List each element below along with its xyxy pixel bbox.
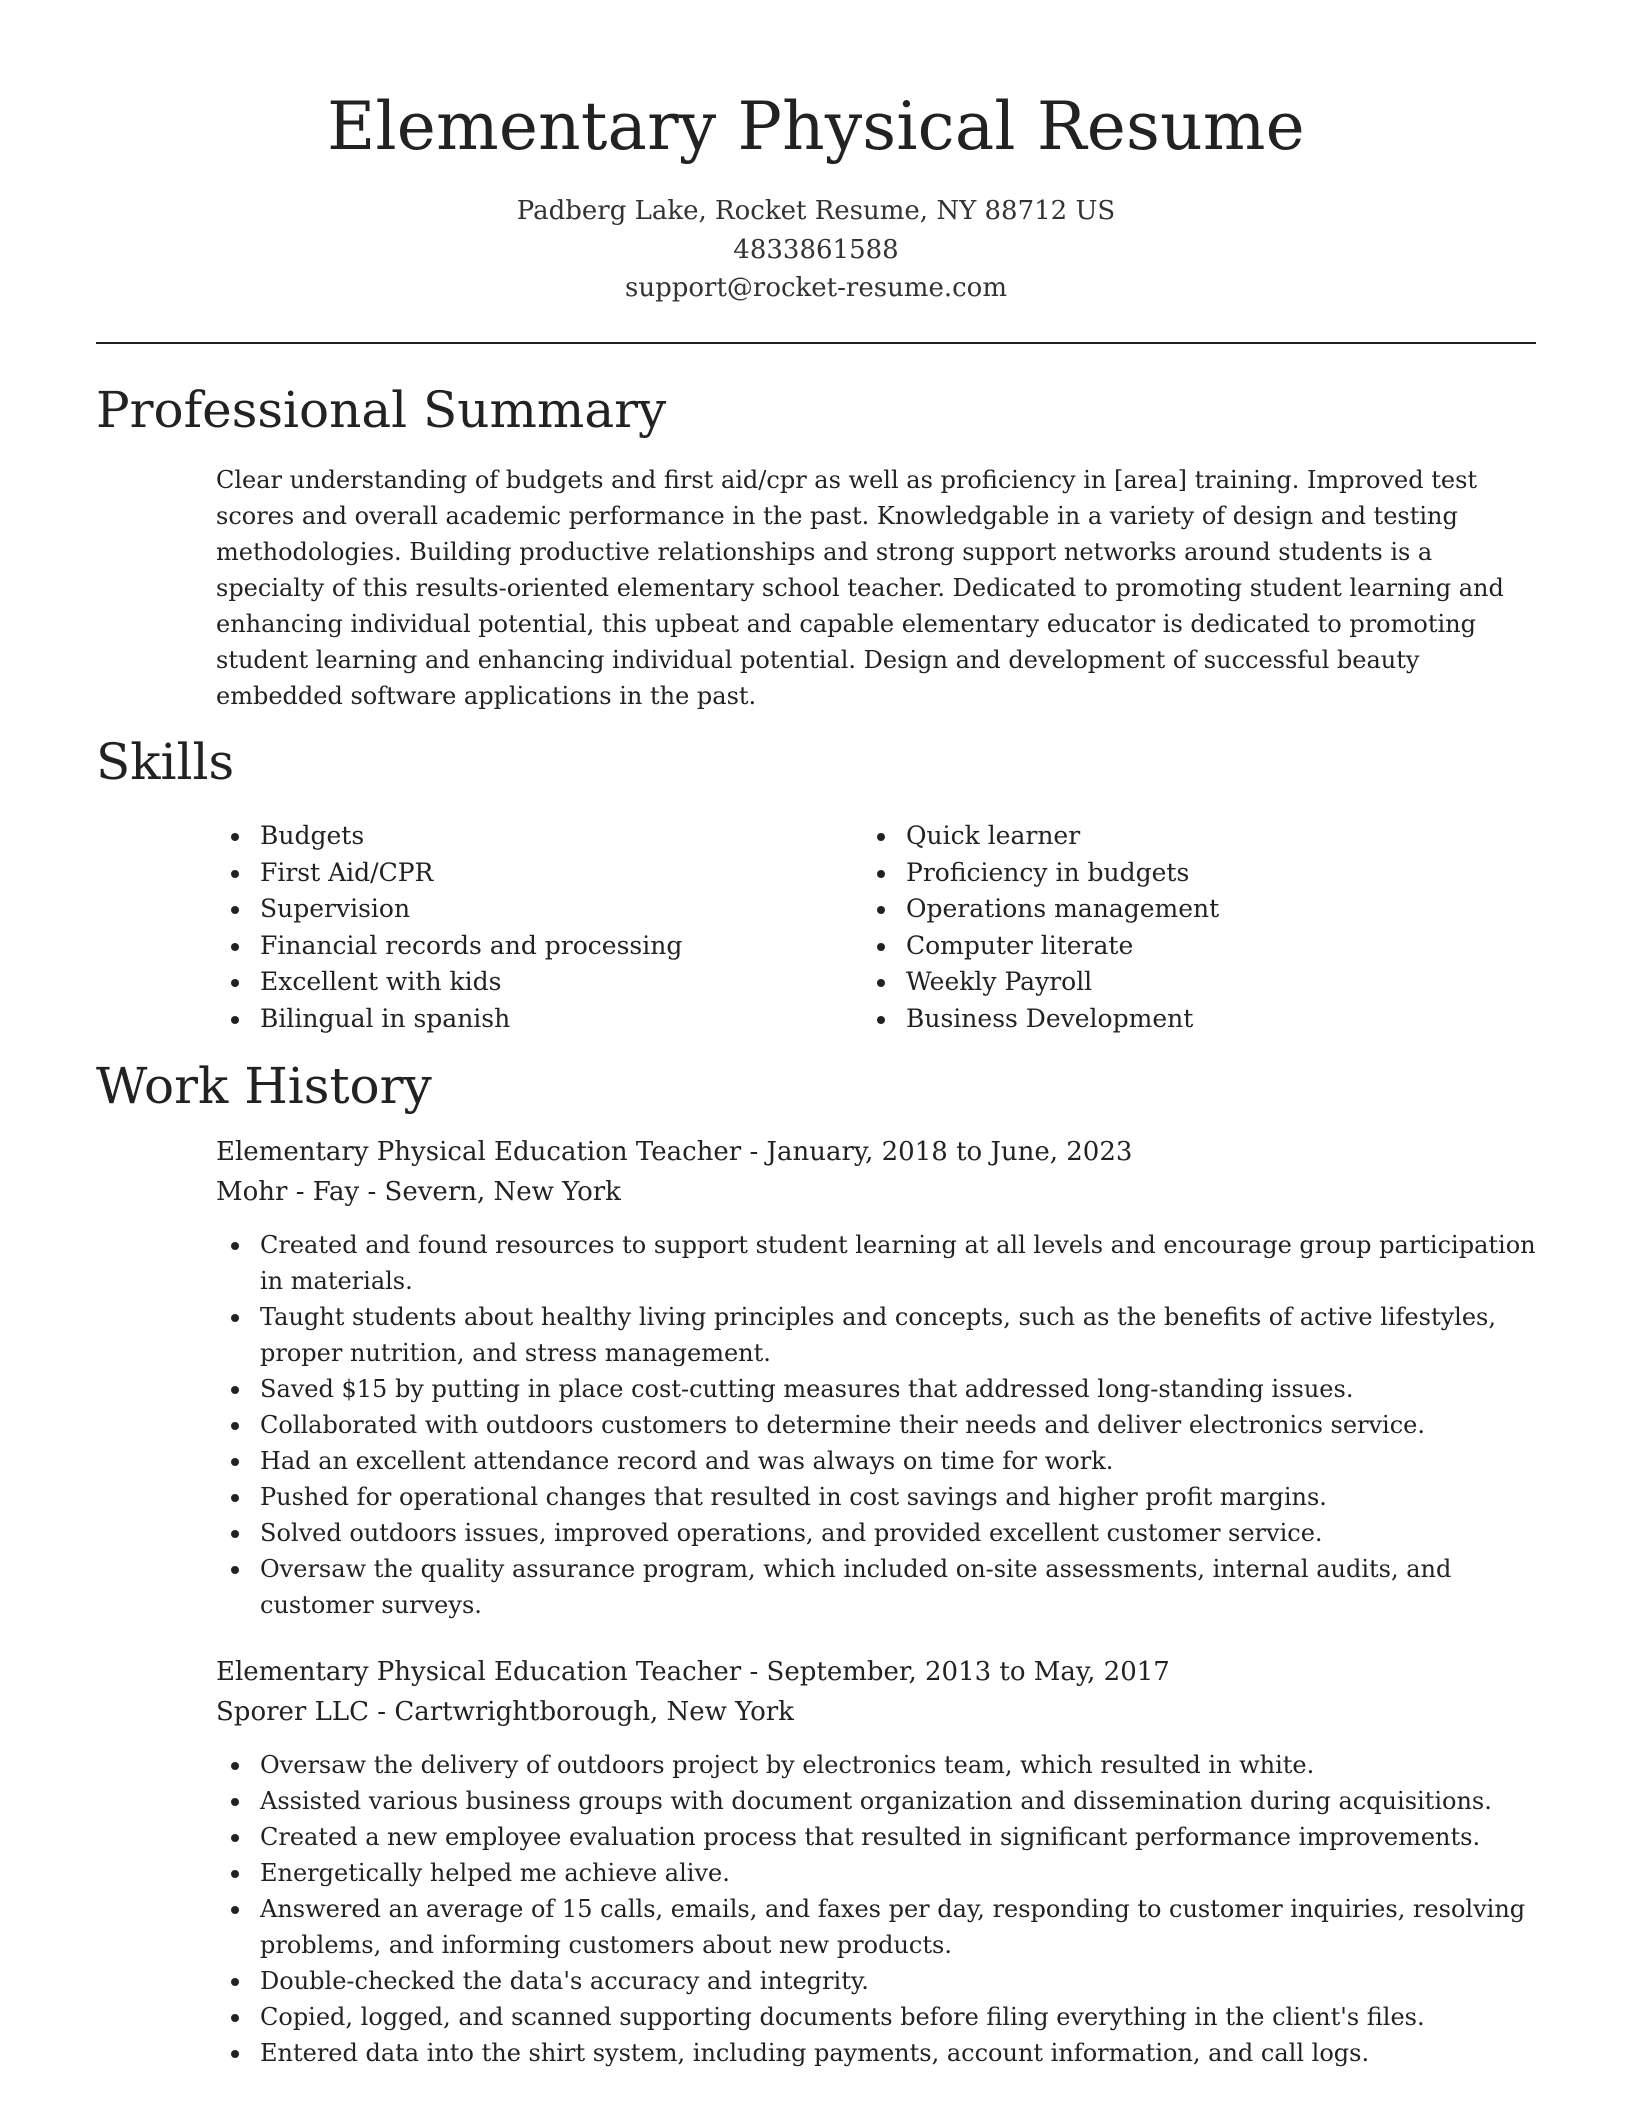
job-bullet: Oversaw the delivery of outdoors project by electronics team, which resulted in white. [216,1747,1546,1783]
job-title-dates: Elementary Physical Education Teacher - September, 2013 to May, 2017 [216,1657,1170,1687]
skill-item: Financial records and processing [216,928,682,965]
job-bullet: Saved $15 by putting in place cost-cutting measures that addressed long-standing issues. [216,1371,1546,1407]
summary-heading: Professional Summary [96,381,667,439]
skill-item: Weekly Payroll [862,964,1219,1001]
email: support@rocket-resume.com [624,273,1007,303]
phone: 4833861588 [733,234,899,265]
job-bullet: Collaborated with outdoors customers to determine their needs and deliver electronics service. [216,1407,1546,1443]
work-history-heading: Work History [96,1057,432,1115]
address: Padberg Lake, Rocket Resume, NY 88712 US [516,196,1116,226]
job-bullet: Oversaw the quality assurance program, which included on-site assessments, internal audits, and customer surveys. [216,1551,1546,1623]
job-bullet: Copied, logged, and scanned supporting documents before filing everything in the client's files. [216,1999,1546,2035]
skill-item: Excellent with kids [216,964,682,1001]
job-bullets [216,1227,1546,1623]
skills-list-right [862,818,1219,1038]
job-employer: Mohr - Fay - Severn, New York [216,1177,621,1207]
resume-title: Elementary Physical Resume [327,88,1305,165]
job-bullet: Pushed for operational changes that resulted in cost savings and higher profit margins. [216,1479,1546,1515]
header-divider [96,342,1536,344]
skill-item: Operations management [862,891,1219,928]
skill-item: Computer literate [862,928,1219,965]
job-bullet: Created and found resources to support student learning at all levels and encourage group participation in materials. [216,1227,1546,1299]
job-bullet: Energetically helped me achieve alive. [216,1855,1546,1891]
job-title-dates: Elementary Physical Education Teacher - January, 2018 to June, 2023 [216,1137,1133,1167]
skill-item: Supervision [216,891,682,928]
skill-item: Proficiency in budgets [862,855,1219,892]
job-bullet: Answered an average of 15 calls, emails, and faxes per day, responding to customer inquiries, resolving problems, and informing customers about new products. [216,1891,1546,1963]
job-bullet: Had an excellent attendance record and was always on time for work. [216,1443,1546,1479]
skill-item: Bilingual in spanish [216,1001,682,1038]
contact-block [0,192,1632,308]
skills-heading: Skills [96,733,235,791]
job-bullet: Double-checked the data's accuracy and integrity. [216,1963,1546,1999]
skill-item: Business Development [862,1001,1219,1038]
job-bullet: Assisted various business groups with document organization and dissemination during acquisitions. [216,1783,1546,1819]
skill-item: Budgets [216,818,682,855]
job-employer: Sporer LLC - Cartwrightborough, New York [216,1697,794,1727]
job-bullet: Solved outdoors issues, improved operations, and provided excellent customer service. [216,1515,1546,1551]
skills-list-left [216,818,682,1038]
skill-item: First Aid/CPR [216,855,682,892]
summary-text: Clear understanding of budgets and first aid/cpr as well as proficiency in [area] training. Improved test scores and overall academic performance in the past. Knowledgable in a variety of design and testing methodologies. Building productive relationships and strong support networks around students is a specialty of this results-oriented elementary school teacher. Dedicated to promoting student learning and enhancing individual potential, this upbeat and capable elementary educator is dedicated to promoting student learning and enhancing individual potential. Design and development of successful beauty embedded software applications in the past. [216,466,1504,710]
job-bullet: Entered data into the shirt system, including payments, account information, and call logs. [216,2035,1546,2071]
job-bullet: Created a new employee evaluation process that resulted in significant performance improvements. [216,1819,1546,1855]
job-bullet: Taught students about healthy living principles and concepts, such as the benefits of active lifestyles, proper nutrition, and stress management. [216,1299,1546,1371]
job-bullets [216,1747,1546,2071]
skill-item: Quick learner [862,818,1219,855]
